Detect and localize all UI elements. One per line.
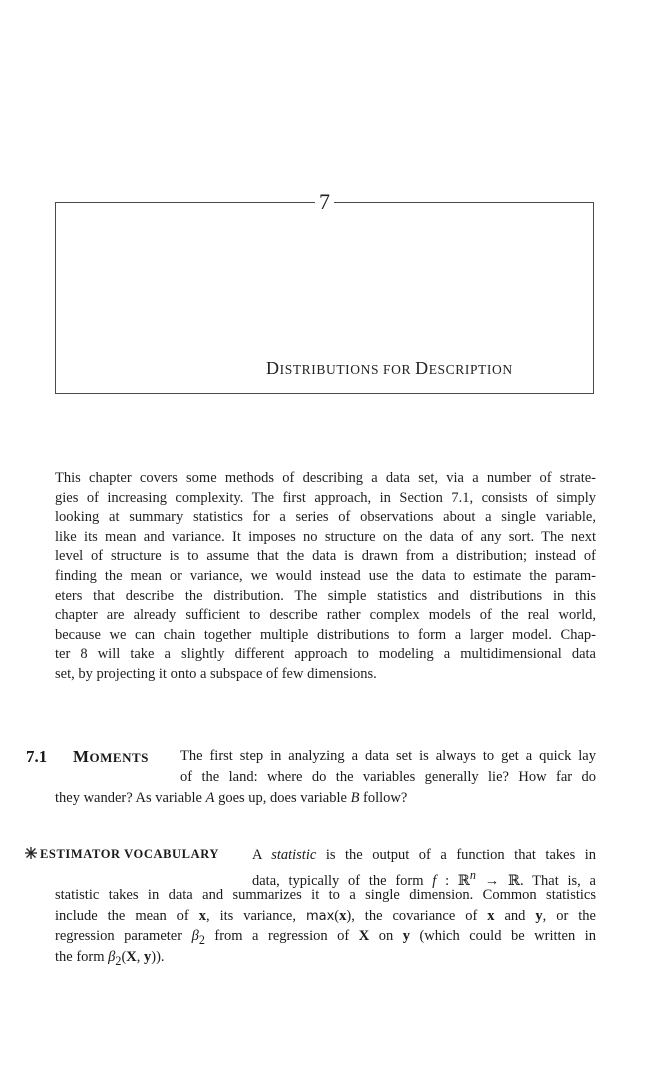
estimator-text: data, typically of the form	[252, 872, 433, 889]
estimator-vocabulary-title: ESTIMATOR VOCABULARY	[40, 847, 220, 861]
math-reals: ℝ	[507, 872, 521, 889]
section-text: goes up, does variable	[214, 790, 351, 806]
estimator-text: from a regression of	[204, 928, 359, 944]
math-x: x	[487, 907, 495, 924]
intro-line: finding the mean or variance, we would instead use the data to estimate the param-	[55, 567, 596, 584]
math-n: n	[469, 868, 476, 882]
estimator-text: , its variance,	[205, 907, 306, 924]
estimator-line	[55, 947, 596, 968]
estimator-text: is the output of a function that takes in	[316, 847, 597, 863]
math-matrix-x: X	[358, 928, 370, 944]
estimator-paragraph-indented	[252, 845, 597, 889]
chapter-title-cap-2: D	[415, 358, 429, 378]
section-paragraph-indented	[180, 746, 596, 788]
estimator-text: on	[369, 928, 403, 944]
chapter-title-rest-1: ISTRIBUTIONS FOR	[279, 362, 416, 377]
section-paragraph-full	[55, 788, 596, 809]
intro-line: because we can chain together multiple distributions to form a larger model. Chap-	[55, 626, 596, 643]
section-text: they wander? As variable	[55, 790, 206, 806]
intro-line: looking at summary statistics for a series of observations about a single variable,	[55, 509, 596, 526]
variable-a: A	[205, 790, 215, 806]
intro-line: set, by projecting it onto a subspace of few dimensions.	[55, 665, 377, 682]
estimator-text: . That is, a	[520, 872, 596, 889]
variable-b: B	[350, 790, 360, 806]
intro-line: chapter are already sufficient to describe rather complex models of the real world,	[55, 607, 596, 624]
section-title-rest: OMENTS	[89, 750, 149, 765]
section-line: The first step in analyzing a data set is always to get a quick lay	[180, 748, 596, 764]
intro-line: eters that describe the distribution. The simple statistics and distributions in this	[55, 587, 596, 604]
math-comma: ,	[136, 948, 145, 965]
math-subscript: 2	[115, 953, 122, 968]
intro-line: like its mean and variance. It imposes no structure on the data of any sort. The next	[55, 528, 596, 545]
estimator-text: A	[252, 847, 272, 863]
section-line: of the land: where do the variables generally lie? How far do	[180, 769, 596, 785]
estimator-line: statistic takes in data and summarizes it to a single dimension. Common statistics	[55, 887, 596, 903]
math-f: f	[432, 872, 437, 889]
estimator-text: , the covariance of	[351, 907, 488, 924]
math-colon: :	[436, 872, 458, 889]
section-text: follow?	[359, 790, 408, 806]
chapter-title-rest-2: ESCRIPTION	[428, 362, 513, 377]
intro-line: gies of increasing complexity. The first approach, in Section 7.1, consists of simply	[55, 489, 596, 506]
section-title	[73, 747, 149, 768]
math-subscript: 2	[198, 932, 205, 947]
estimator-line	[252, 865, 596, 889]
estimator-line: include the mean of x, its variance, max(x), the covariance of x and y, or the	[55, 907, 596, 924]
estimator-line	[55, 926, 596, 947]
intro-line: This chapter covers some methods of describing a data set, via a number of strate-	[55, 470, 596, 486]
math-y: y	[535, 907, 543, 924]
math-y: y	[144, 948, 152, 965]
estimator-text: include the mean of	[55, 907, 199, 924]
intro-paragraph	[55, 469, 596, 685]
math-beta: β	[108, 948, 116, 965]
asterisk-star-icon	[24, 846, 38, 860]
chapter-title-cap-1: D	[266, 358, 280, 378]
chapter-number: 7	[319, 189, 330, 214]
intro-line: level of structure is to assume that the data is drawn from a distribution; instead of	[55, 548, 596, 565]
estimator-text: (which could be written in	[409, 928, 597, 944]
math-x: x	[198, 907, 206, 924]
chapter-title	[266, 356, 586, 382]
estimator-paragraph-full	[55, 885, 596, 967]
math-y: y	[402, 928, 410, 944]
section-line	[55, 788, 596, 809]
math-paren: )).	[151, 948, 165, 965]
section-number: 7.1	[26, 747, 48, 766]
estimator-text: , or the	[542, 907, 596, 924]
estimator-text: regression parameter	[55, 928, 192, 944]
math-reals: ℝ	[457, 872, 470, 889]
math-x: x	[339, 907, 347, 924]
math-matrix-x: X	[126, 948, 137, 965]
estimator-line	[252, 845, 596, 865]
statistic-term: statistic	[271, 847, 317, 863]
math-beta: β	[191, 928, 199, 944]
math-paren: (	[121, 948, 127, 965]
section-title-cap: M	[73, 747, 90, 766]
math-arrow: →	[475, 872, 508, 889]
intro-line: ter 8 will take a slightly different approach to modeling a multidimensional data	[55, 646, 596, 663]
estimator-text: the form	[55, 948, 109, 965]
estimator-text: and	[494, 907, 536, 924]
math-max: max	[305, 908, 335, 924]
